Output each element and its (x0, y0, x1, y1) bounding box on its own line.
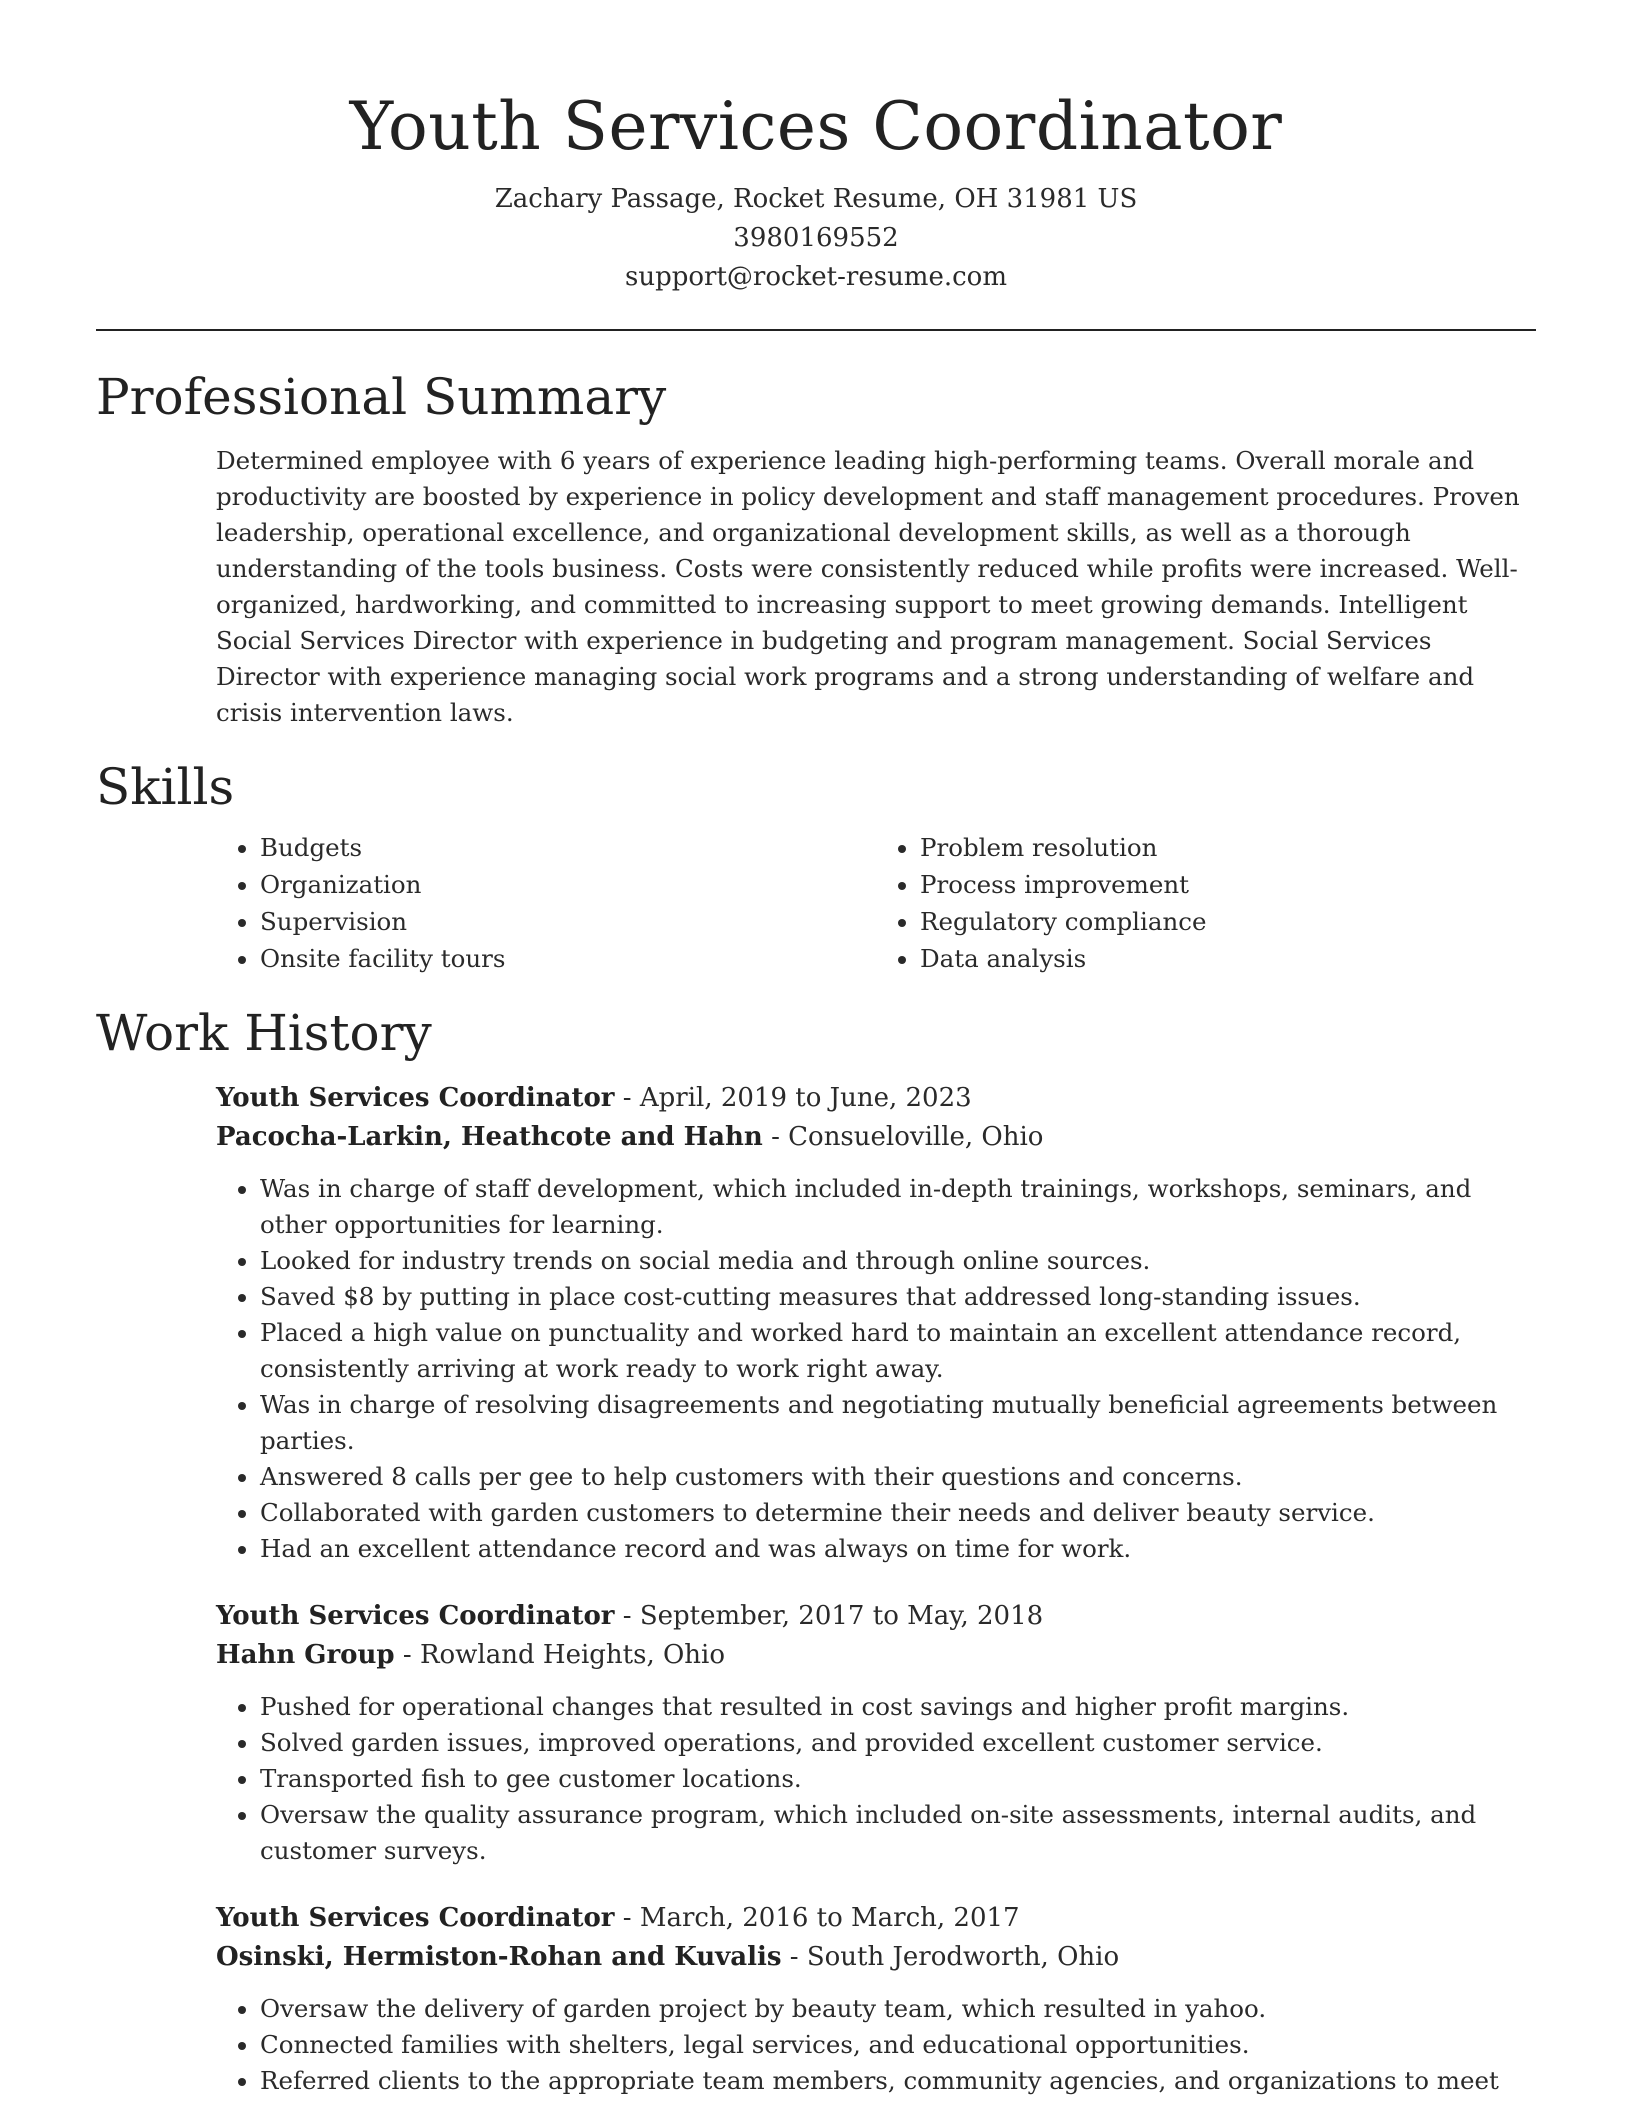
job-location: Consueloville, Ohio (788, 1122, 1044, 1152)
skills-section (96, 757, 1536, 977)
list-item: • Saved $8 by putting in place cost-cutting measures that addressed long-standing issues. (260, 1279, 1536, 1315)
list-item: • Had an excellent attendance record and was always on time for work. (260, 1531, 1536, 1567)
skills-column-right (876, 829, 1536, 977)
company-name: Osinski, Hermiston-Rohan and Kuvalis (216, 1942, 782, 1972)
job-bullets (216, 1991, 1536, 2099)
work-history-section (96, 1003, 1536, 2099)
job-dates: March, 2016 to March, 2017 (639, 1903, 1020, 1933)
skill-item: • Problem resolution (920, 829, 1536, 866)
job-entry (216, 1899, 1536, 2099)
list-item: • Pushed for operational changes that resulted in cost savings and higher profit margins. (260, 1689, 1536, 1725)
skill-item: • Budgets (260, 829, 876, 866)
resume-header (96, 0, 1536, 297)
email: support@rocket-resume.com (624, 262, 1007, 292)
skills-heading: Skills (96, 758, 235, 816)
company-name: Pacocha-Larkin, Heathcote and Hahn (216, 1122, 763, 1152)
list-item: • Transported fish to gee customer locations. (260, 1761, 1536, 1797)
skills-column-left (216, 829, 876, 977)
skill-item: • Process improvement (920, 866, 1536, 903)
job-title-line (216, 1899, 1536, 1938)
contact-block (96, 180, 1536, 297)
job-location: South Jerodworth, Ohio (806, 1942, 1120, 1972)
job-title: Youth Services Coordinator (216, 1083, 615, 1113)
list-item: • Collaborated with garden customers to determine their needs and deliver beauty service. (260, 1495, 1536, 1531)
list-item: • Oversaw the quality assurance program, which included on-site assessments, internal audits, and customer surveys. (260, 1797, 1536, 1869)
job-title: Youth Services Coordinator (216, 1903, 615, 1933)
job-dates: April, 2019 to June, 2023 (639, 1083, 972, 1113)
job-bullets (216, 1689, 1536, 1869)
summary-section (96, 367, 1536, 731)
job-company-line (216, 1938, 1536, 1977)
list-item: • Looked for industry trends on social media and through online sources. (260, 1243, 1536, 1279)
address: Zachary Passage, Rocket Resume, OH 31981 US (494, 184, 1138, 214)
skill-item: • Onsite facility tours (260, 940, 876, 977)
list-item: • Solved garden issues, improved operations, and provided excellent customer service. (260, 1725, 1536, 1761)
job-bullets (216, 1171, 1536, 1567)
job-location: Rowland Heights, Ohio (419, 1640, 726, 1670)
separator: - (394, 1640, 420, 1670)
skill-item: • Organization (260, 866, 876, 903)
skill-item: • Data analysis (920, 940, 1536, 977)
job-dates: September, 2017 to May, 2018 (639, 1601, 1044, 1631)
phone: 3980169552 (733, 223, 899, 253)
separator: - (614, 1601, 640, 1631)
job-entry (216, 1079, 1536, 1567)
job-title-line (216, 1597, 1536, 1636)
work-history-heading: Work History (96, 1004, 432, 1062)
list-item: • Oversaw the delivery of garden project by beauty team, which resulted in yahoo. (260, 1991, 1536, 2027)
list-item: • Placed a high value on punctuality and worked hard to maintain an excellent attendance record, consistently arriving at work ready to work right away. (260, 1315, 1536, 1387)
summary-text: Determined employee with 6 years of experience leading high-performing teams. Overall morale and productivity are boosted by experience in policy development and staff management procedures. Proven leadership, operational excellence, and organizational development skills, as well as a thorough understanding of the tools business. Costs were consistently reduced while profits were increased. Well-organized, hardworking, and committed to increasing support to meet growing demands. Intelligent Social Services Director with experience in budgeting and program management. Social Services Director with experience managing social work programs and a strong understanding of welfare and crisis intervention laws. (216, 446, 1520, 727)
separator: - (614, 1083, 640, 1113)
list-item: • Answered 8 calls per gee to help customers with their questions and concerns. (260, 1459, 1536, 1495)
company-name: Hahn Group (216, 1640, 395, 1670)
list-item: • Was in charge of resolving disagreements and negotiating mutually beneficial agreements between parties. (260, 1387, 1536, 1459)
header-divider (96, 329, 1536, 331)
skill-item: • Supervision (260, 903, 876, 940)
skill-item: • Regulatory compliance (920, 903, 1536, 940)
summary-heading: Professional Summary (96, 368, 667, 426)
list-item: • Referred clients to the appropriate team members, community agencies, and organizations to meet (260, 2063, 1536, 2099)
candidate-name: Youth Services Coordinator (349, 88, 1283, 165)
job-company-line (216, 1636, 1536, 1675)
job-title: Youth Services Coordinator (216, 1601, 615, 1631)
list-item: • Was in charge of staff development, which included in-depth trainings, workshops, seminars, and other opportunities for learning. (260, 1171, 1536, 1243)
job-entry (216, 1597, 1536, 1869)
resume-page (96, 0, 1536, 2099)
skills-grid (216, 829, 1536, 977)
separator: - (614, 1903, 640, 1933)
separator: - (781, 1942, 807, 1972)
job-company-line (216, 1118, 1536, 1157)
list-item: • Connected families with shelters, legal services, and educational opportunities. (260, 2027, 1536, 2063)
separator: - (762, 1122, 789, 1152)
job-title-line (216, 1079, 1536, 1118)
